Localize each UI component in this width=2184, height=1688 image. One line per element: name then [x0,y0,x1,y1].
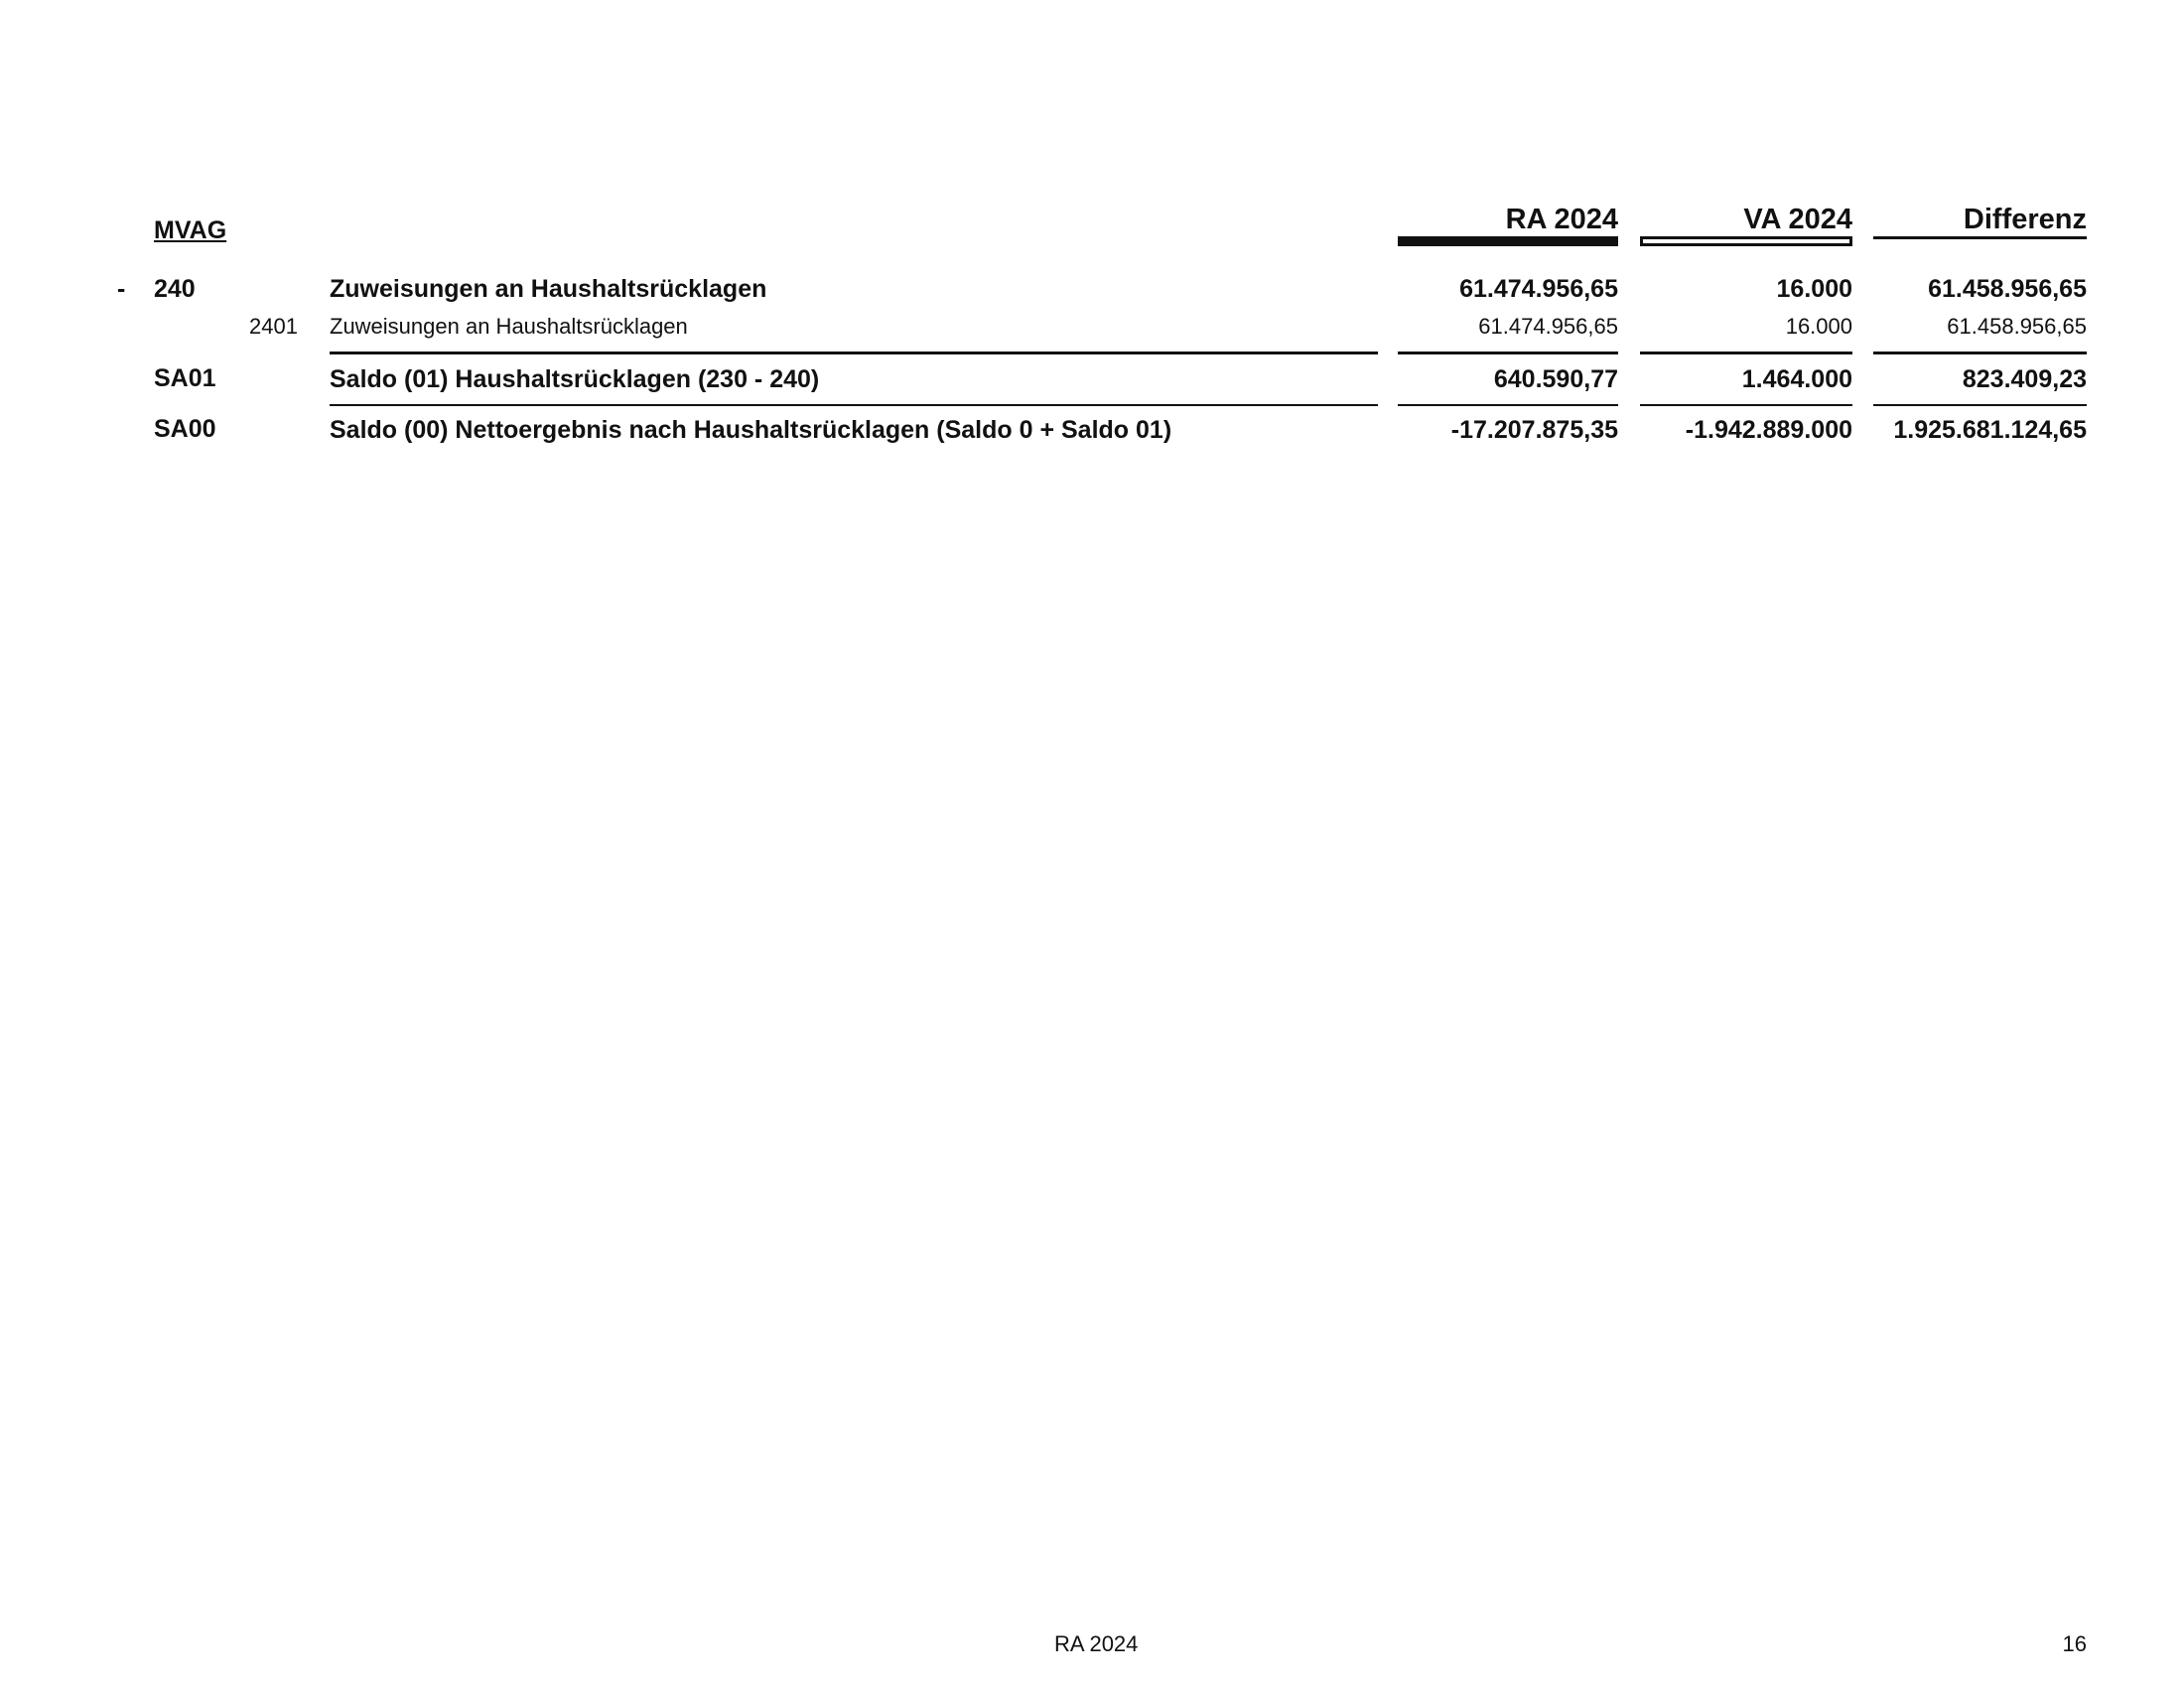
row-sa01-label: Saldo (01) Haushaltsrücklagen (230 - 240) [330,365,820,393]
row-sa00-diff: 1.925.681.124,65 [1893,416,2087,444]
row-240-code: 240 [154,275,196,303]
row-2401-ra: 61.474.956,65 [1478,314,1618,339]
column-header-ra-2024: RA 2024 [1505,204,1618,235]
column-header-differenz: Differenz [1963,204,2087,235]
row-2401-label: Zuweisungen an Haushaltsrücklagen [330,314,688,339]
row-240-va: 16.000 [1776,275,1852,303]
row-2401-va: 16.000 [1785,314,1852,339]
ra-header-thick-rule [1398,236,1618,246]
row-2401-subcode: 2401 [249,314,298,339]
va-header-double-rule [1640,236,1852,246]
row-sa00-ra: -17.207.875,35 [1450,416,1618,444]
row-2401-diff: 61.458.956,65 [1947,314,2087,339]
row-240-label: Zuweisungen an Haushaltsrücklagen [330,275,767,303]
footer-title: RA 2024 [1054,1631,1139,1656]
row-240-sign: - [117,275,126,303]
sa01-va-rule [1640,352,1852,354]
mvag-heading: MVAG [154,216,227,244]
row-sa01-diff: 823.409,23 [1962,365,2087,393]
column-header-va-2024: VA 2024 [1743,204,1852,235]
row-sa01-ra: 640.590,77 [1493,365,1618,393]
row-sa01-va: 1.464.000 [1741,365,1852,393]
row-sa00-label: Saldo (00) Nettoergebnis nach Haushaltsrücklagen (Saldo 0 + Saldo 01) [330,416,1172,444]
row-240-diff: 61.458.956,65 [1928,275,2087,303]
sa00-ra-rule [1398,404,1618,406]
sa00-label-rule [330,404,1378,406]
sa01-ra-rule [1398,352,1618,354]
sa00-diff-rule [1873,404,2087,406]
row-sa00-code: SA00 [154,415,216,443]
row-240-ra: 61.474.956,65 [1459,275,1618,303]
sa01-diff-rule [1873,352,2087,354]
sa01-label-rule [330,352,1378,354]
sa00-va-rule [1640,404,1852,406]
differenz-header-rule [1873,236,2087,239]
row-sa01-code: SA01 [154,364,216,392]
page-number: 16 [2062,1631,2087,1656]
row-sa00-va: -1.942.889.000 [1685,416,1852,444]
